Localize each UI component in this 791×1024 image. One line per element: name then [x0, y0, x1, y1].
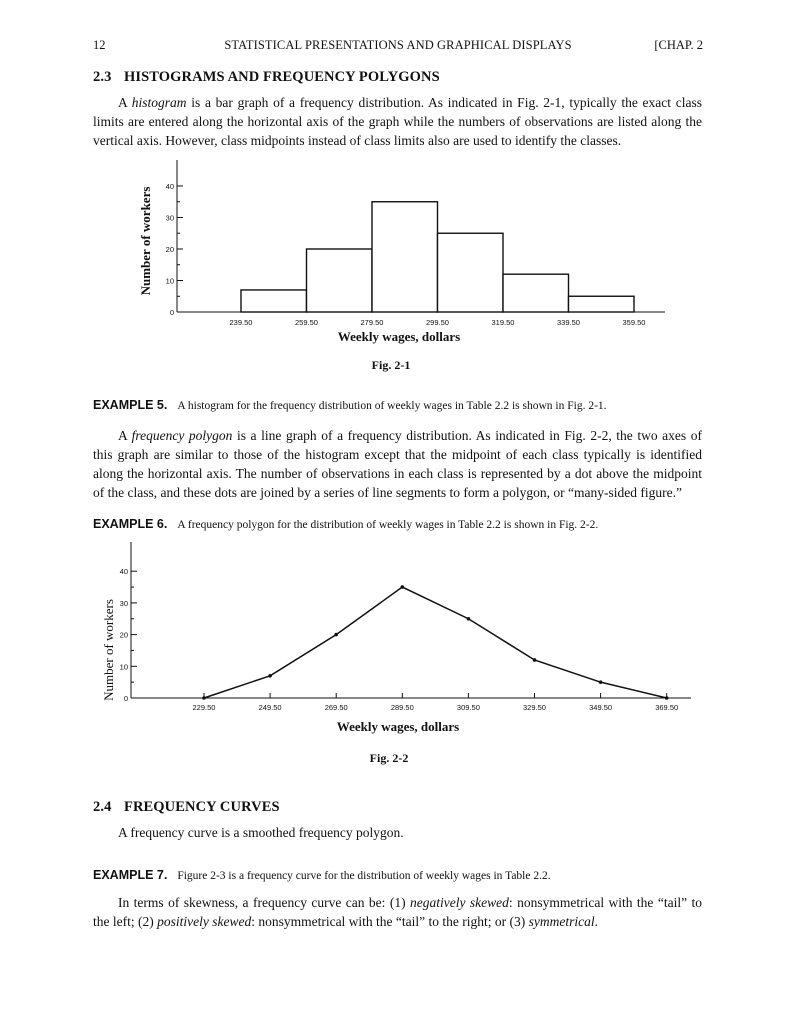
histogram-y-tick-label: 20 — [165, 245, 174, 254]
histogram-x-tick-label: 299.50 — [426, 318, 449, 327]
polygon-x-tick-label: 349.50 — [589, 703, 613, 712]
histogram-x-tick-label: 259.50 — [295, 318, 318, 327]
histogram-x-tick-label: 319.50 — [491, 318, 515, 327]
section-heading-2-3 — [93, 69, 440, 86]
section-title: FREQUENCY CURVES — [124, 799, 280, 815]
histogram-x-axis-label: Weekly wages, dollars — [337, 329, 461, 344]
term-symmetrical: symmetrical — [528, 914, 595, 929]
polygon-x-axis-label: Weekly wages, dollars — [336, 719, 460, 734]
polygon-x-tick-label: 309.50 — [456, 703, 480, 712]
section-title: HISTOGRAMS AND FREQUENCY POLYGONS — [124, 69, 440, 85]
example-5-text: A histogram for the frequency distribution of weekly wages in Table 2.2 is shown in Fig. 2-1. — [177, 400, 607, 412]
section-heading-2-4 — [93, 799, 280, 816]
histogram-x-tick-label: 239.50 — [229, 318, 253, 327]
running-header — [93, 38, 703, 54]
chapter-label: [CHAP. 2 — [654, 38, 703, 52]
example-7-label: EXAMPLE 7. — [93, 868, 168, 882]
polygon-y-axis-label: Number of workers — [101, 599, 116, 701]
term-positively-skewed: positively skewed — [157, 914, 252, 929]
histogram-bar — [241, 290, 307, 312]
histogram-bar — [307, 249, 373, 312]
histogram-x-tick-label: 359.50 — [622, 318, 646, 327]
polygon-x-tick-label: 369.50 — [655, 703, 679, 712]
section-number: 2.4 — [93, 799, 112, 815]
polygon-y-tick-label: 0 — [123, 694, 128, 703]
polygon-data-point — [533, 658, 537, 662]
polygon-x-tick-label: 229.50 — [192, 703, 216, 712]
histogram-bar — [503, 274, 569, 312]
frequency-polygon-paragraph: A frequency polygon is a line graph of a frequency distribution. As indicated in Fig. 2-2, the two axes of this graph are similar to those of the histogram except that the midpoint of each class typically is identified along the horizontal axis. The number of observations in each class is represented by a dot above the midpoint of the class, and these dots are joined by a series of line segments to form a polygon, or “many-sided figure.” — [93, 428, 702, 500]
polygon-data-point — [334, 633, 338, 637]
histogram-y-axis-label: Number of workers — [138, 186, 153, 296]
histogram-x-tick-label: 339.50 — [557, 318, 580, 327]
histogram-bar — [372, 202, 438, 312]
example-7 — [93, 868, 703, 884]
histogram-y-tick-label: 40 — [165, 182, 174, 191]
example-6-text: A frequency polygon for the distribution of weekly wages in Table 2.2 is shown in Fig. 2-2. — [177, 519, 599, 531]
term-histogram: histogram — [131, 95, 187, 110]
frequency-polygon-plot — [120, 542, 691, 712]
polygon-x-tick-label: 249.50 — [258, 703, 282, 712]
polygon-data-point — [467, 617, 471, 621]
histogram-y-tick-label: 30 — [165, 213, 174, 223]
skewness-paragraph: In terms of skewness, a frequency curve can be: (1) negatively skewed: nonsymmetrical with the “tail” to the left; (2) positively skewed: nonsymmetrical with the “tail” to the right; or (3) symmetrical. — [93, 895, 703, 929]
polygon-series-line — [204, 587, 667, 698]
running-title: STATISTICAL PRESENTATIONS AND GRAPHICAL DISPLAYS — [224, 38, 572, 52]
page-number: 12 — [93, 38, 106, 52]
example-6 — [93, 517, 703, 533]
polygon-data-point — [665, 696, 669, 700]
histogram-plot — [166, 160, 665, 327]
histogram-bar — [438, 233, 504, 312]
histogram-paragraph: A histogram is a bar graph of a frequency distribution. As indicated in Fig. 2-1, typically the exact class limits are entered along the horizontal axis of the graph while the numbers of observations are listed along the vertical axis. However, class midpoints instead of class limits also are used to identify the classes. — [93, 95, 702, 148]
example-6-label: EXAMPLE 6. — [93, 517, 168, 531]
polygon-y-tick-label: 30 — [119, 598, 128, 608]
fig-2-2-caption: Fig. 2-2 — [369, 751, 409, 765]
polygon-x-tick-label: 289.50 — [390, 703, 414, 712]
frequency-curve-paragraph: A frequency curve is a smoothed frequency polygon. — [118, 825, 404, 840]
polygon-x-tick-label: 269.50 — [324, 703, 348, 712]
histogram-y-tick-label: 10 — [165, 276, 174, 286]
polygon-y-tick-label: 10 — [119, 662, 128, 672]
term-negatively-skewed: negatively skewed — [410, 895, 509, 910]
polygon-data-point — [268, 674, 272, 678]
polygon-x-tick-label: 329.50 — [523, 703, 546, 712]
polygon-y-tick-label: 40 — [119, 567, 128, 577]
histogram-figure — [95, 158, 695, 348]
fig-2-1-caption: Fig. 2-1 — [371, 358, 411, 372]
polygon-y-tick-label: 20 — [119, 630, 128, 640]
polygon-data-point — [599, 680, 603, 684]
example-5-label: EXAMPLE 5. — [93, 398, 168, 412]
histogram-bar — [569, 296, 635, 312]
histogram-x-tick-label: 279.50 — [360, 318, 384, 327]
frequency-polygon-figure — [95, 540, 700, 740]
section-number: 2.3 — [93, 69, 112, 85]
polygon-data-point — [202, 696, 206, 700]
histogram-y-tick-label: 0 — [169, 308, 174, 317]
term-frequency-polygon: frequency polygon — [131, 428, 233, 443]
example-7-text: Figure 2-3 is a frequency curve for the distribution of weekly wages in Table 2.2. — [177, 870, 551, 882]
example-5 — [93, 398, 703, 414]
polygon-data-point — [401, 585, 405, 589]
